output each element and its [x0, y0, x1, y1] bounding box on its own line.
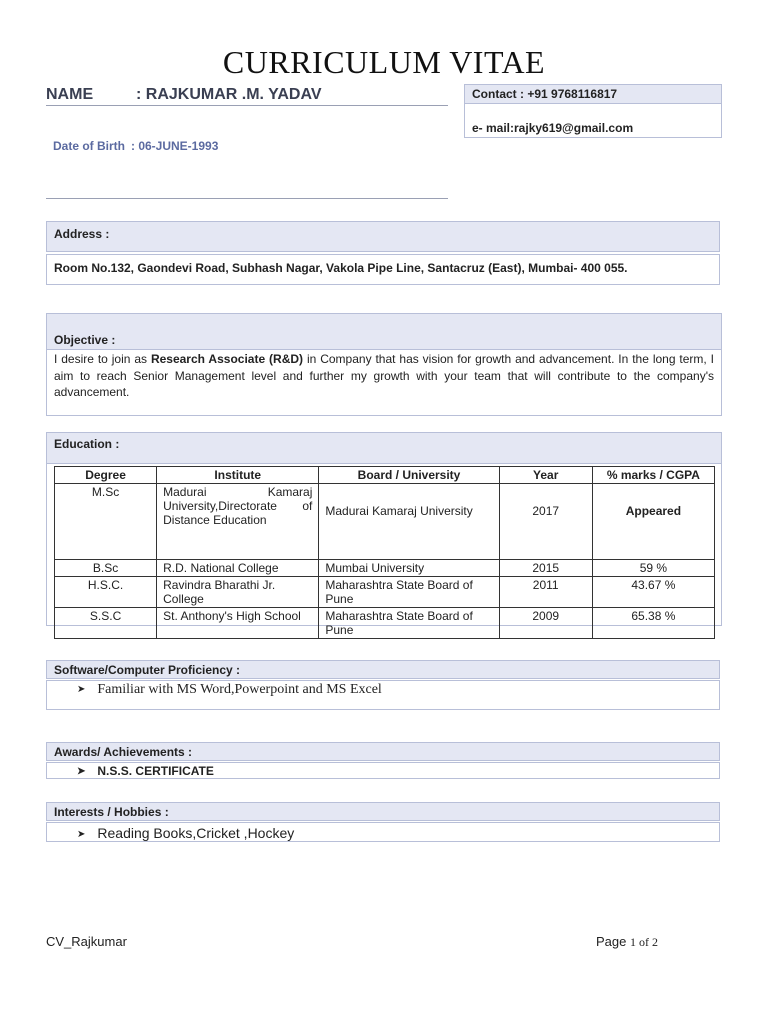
board-cell: Madurai Kamaraj University: [319, 484, 499, 560]
awards-header: Awards/ Achievements :: [46, 742, 720, 761]
software-item: [46, 680, 720, 710]
interests-item: [46, 822, 720, 842]
table-row: [55, 577, 715, 608]
address-header: Address :: [46, 221, 720, 252]
objective-role: Research Associate (R&D): [150, 352, 304, 366]
interests-item-text: Reading Books,Cricket ,Hockey: [97, 825, 295, 841]
column-header: Board / University: [319, 467, 499, 484]
awards-item: [46, 762, 720, 779]
objective-text: [47, 350, 721, 401]
column-header: Year: [499, 467, 592, 484]
column-header: Institute: [157, 467, 319, 484]
software-item-text: Familiar with MS Word,Powerpoint and MS Excel: [97, 682, 382, 697]
marks-cell: 65.38 %: [592, 608, 714, 639]
marks-cell: 59 %: [592, 560, 714, 577]
arrow-bullet-icon: ➤: [77, 829, 86, 840]
degree-cell: M.Sc: [55, 484, 157, 560]
education-header: Education :: [47, 433, 721, 464]
contact-email-row: [465, 121, 633, 135]
table-header-row: [55, 467, 715, 484]
objective-text-part: in Company that has vision for growth and advancement. In the long term, I aim to reach Senior Management level and further my growth with your team that will contribute to the company's advancement.: [54, 352, 714, 399]
year-cell: 2017: [499, 484, 592, 560]
contact-phone: Contact : +91 9768116817: [472, 87, 618, 101]
degree-cell: S.S.C: [55, 608, 157, 639]
name-label: NAME: [46, 86, 94, 103]
year-cell: 2009: [499, 608, 592, 639]
dob-value: : 06-JUNE-1993: [131, 139, 219, 153]
board-cell: Maharashtra State Board of Pune: [319, 608, 499, 639]
degree-cell: H.S.C.: [55, 577, 157, 608]
institute-cell: Ravindra Bharathi Jr. College: [157, 577, 319, 608]
name-row: [46, 86, 448, 106]
awards-item-text: N.S.S. CERTIFICATE: [97, 764, 214, 778]
footer-page-number: [596, 934, 658, 950]
interests-header: Interests / Hobbies :: [46, 802, 720, 821]
page-word: Page: [596, 934, 627, 949]
divider: [46, 198, 448, 199]
table-row: [55, 608, 715, 639]
board-cell: Maharashtra State Board of Pune: [319, 577, 499, 608]
dob-label: Date of Birth: [53, 139, 125, 153]
date-of-birth: [53, 139, 218, 153]
year-cell: 2015: [499, 560, 592, 577]
institute-cell: St. Anthony's High School: [157, 608, 319, 639]
education-table: [54, 466, 715, 639]
objective-text-part: I desire to join as: [54, 352, 151, 366]
software-header: Software/Computer Proficiency :: [46, 660, 720, 679]
education-section: [46, 432, 722, 637]
column-header: Degree: [55, 467, 157, 484]
name-value: : RAJKUMAR .M. YADAV: [136, 86, 322, 103]
objective-section: [46, 313, 722, 416]
document-title: CURRICULUM VITAE: [222, 44, 546, 80]
arrow-bullet-icon: ➤: [77, 684, 86, 695]
contact-email: e- mail:rajky619@gmail.com: [472, 121, 634, 135]
column-header: % marks / CGPA: [592, 467, 714, 484]
marks-cell: Appeared: [592, 484, 714, 560]
contact-box: [464, 84, 722, 138]
board-cell: Mumbai University: [319, 560, 499, 577]
degree-cell: B.Sc: [55, 560, 157, 577]
address-text: Room No.132, Gaondevi Road, Subhash Nagar, Vakola Pipe Line, Santacruz (East), Mumbai- 400 055.: [46, 254, 720, 285]
institute-cell: Madurai Kamaraj University,Directorate of Distance Education: [157, 484, 319, 560]
marks-cell: 43.67 %: [592, 577, 714, 608]
table-row: [55, 484, 715, 560]
contact-phone-row: [465, 85, 721, 104]
footer-filename: CV_Rajkumar: [46, 934, 127, 949]
arrow-bullet-icon: ➤: [77, 766, 86, 777]
institute-cell: R.D. National College: [157, 560, 319, 577]
page-of: 1 of 2: [630, 935, 658, 949]
year-cell: 2011: [499, 577, 592, 608]
table-row: [55, 560, 715, 577]
objective-header: Objective :: [47, 314, 721, 350]
